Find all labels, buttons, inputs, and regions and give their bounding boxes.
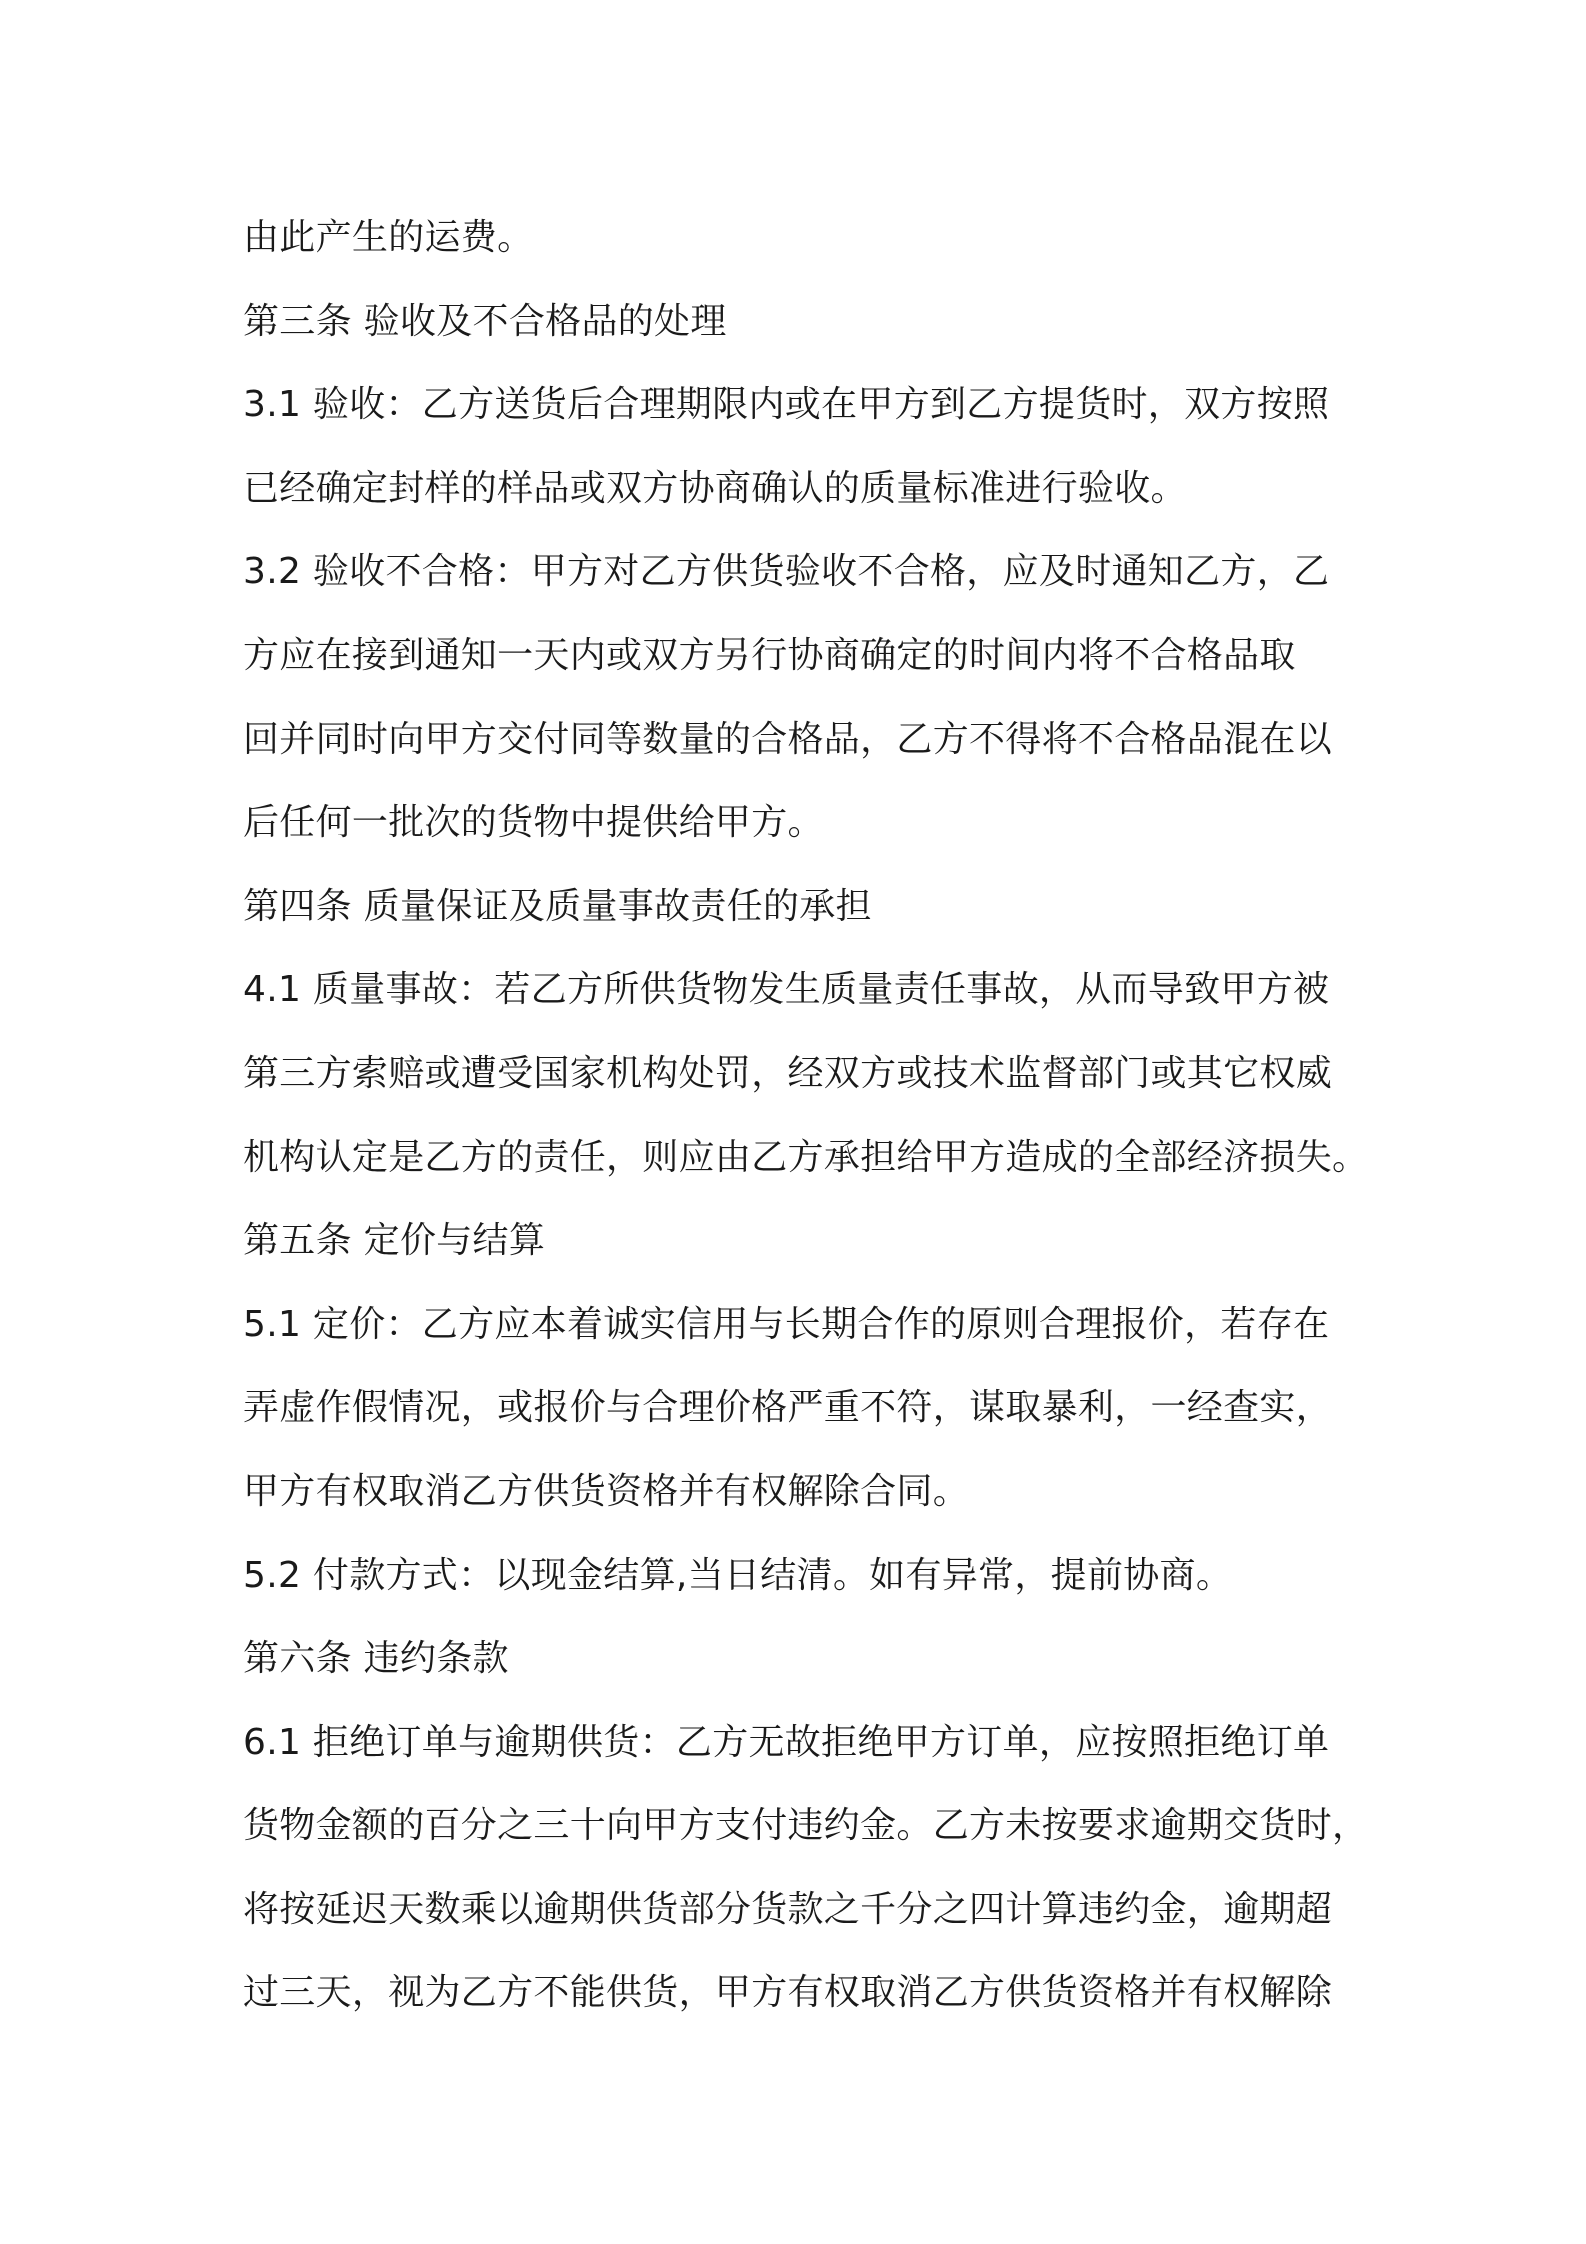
- text-line: 过三天，视为乙方不能供货，甲方有权取消乙方供货资格并有权解除: [243, 1972, 1333, 2014]
- text-line: 方应在接到通知一天内或双方另行协商确定的时间内将不合格品取: [243, 634, 1296, 676]
- text-line: 5.2 付款方式：以现金结算,当日结清。如有异常，提前协商。: [243, 1554, 1233, 1596]
- text-line: 回并同时向甲方交付同等数量的合格品，乙方不得将不合格品混在以: [243, 718, 1333, 760]
- section-heading: 第五条 定价与结算: [243, 1220, 546, 1262]
- text-line: 后任何一批次的货物中提供给甲方。: [243, 802, 824, 844]
- text-line: 3.2 验收不合格：甲方对乙方供货验收不合格，应及时通知乙方，乙: [243, 551, 1330, 593]
- text-line: 4.1 质量事故：若乙方所供货物发生质量责任事故，从而导致甲方被: [243, 969, 1330, 1011]
- text-line: 6.1 拒绝订单与逾期供货：乙方无故拒绝甲方订单，应按照拒绝订单: [243, 1721, 1330, 1763]
- text-line: 甲方有权取消乙方供货资格并有权解除合同。: [243, 1470, 970, 1512]
- text-line: 机构认定是乙方的责任，则应由乙方承担给甲方造成的全部经济损失。: [243, 1136, 1369, 1178]
- text-line: 将按延迟天数乘以逾期供货部分货款之千分之四计算违约金，逾期超: [243, 1888, 1333, 1930]
- text-line: 弄虚作假情况，或报价与合理价格严重不符，谋取暴利，一经查实，: [243, 1387, 1333, 1429]
- text-line: 由此产生的运费。: [243, 217, 534, 258]
- section-heading: 第四条 质量保证及质量事故责任的承担: [243, 885, 872, 927]
- document-body: [243, 196, 1403, 2035]
- section-heading: 第三条 验收及不合格品的处理: [243, 300, 727, 342]
- text-line: 5.1 定价：乙方应本着诚实信用与长期合作的原则合理报价，若存在: [243, 1303, 1330, 1345]
- text-line: 第三方索赔或遭受国家机构处罚，经双方或技术监督部门或其它权威: [243, 1052, 1333, 1094]
- text-line: 已经确定封样的样品或双方协商确认的质量标准进行验收。: [243, 467, 1187, 509]
- section-heading: 第六条 违约条款: [243, 1638, 509, 1680]
- text-line: 货物金额的百分之三十向甲方支付违约金。乙方未按要求逾期交货时，: [243, 1805, 1369, 1847]
- text-line: 3.1 验收：乙方送货后合理期限内或在甲方到乙方提货时，双方按照: [243, 384, 1330, 426]
